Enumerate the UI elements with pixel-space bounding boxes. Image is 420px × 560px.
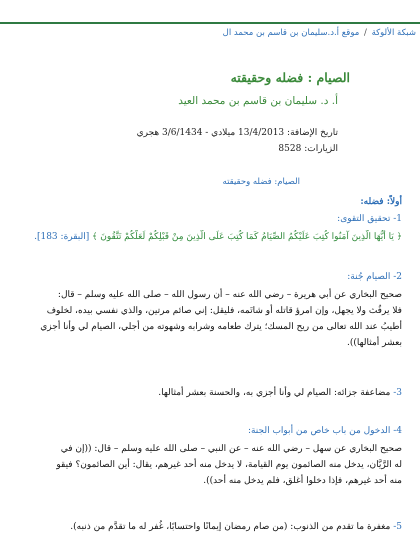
added-date-label: تاريخ الإضافة: <box>287 128 338 138</box>
added-date-value: 13/4/2013 ميلادي - 3/6/1434 هجري <box>136 128 285 138</box>
item1-title: تحقيق التقوى: <box>337 214 391 224</box>
visits-value: 8528 <box>278 144 302 154</box>
item2-line-4: بعشر أمثالها)). <box>347 338 402 348</box>
added-date-row <box>137 128 338 138</box>
item1-heading <box>22 212 402 227</box>
breadcrumb-section-link[interactable]: موقع أ.د.سليمان بن قاسم بن محمد ال <box>222 28 360 38</box>
item3 <box>22 386 402 401</box>
top-bar <box>0 0 420 52</box>
article-title: الصيام : فضله وحقيقته <box>230 70 350 85</box>
item3-number: 3- <box>393 388 402 398</box>
item4-title: الدخول من باب خاص من أبواب الجنة: <box>247 426 391 436</box>
item2-line-3: أطيبُ عند الله تعالى من ريح المسك؛ يترك طعامه وشرابه وشهوته من أجلي، الصيام لي وأنا أجزي <box>40 322 402 332</box>
item4-number: 4- <box>393 426 402 436</box>
breadcrumb <box>223 28 416 38</box>
item4-line-2: له الرَّيَّان، يدخل منه الصائمون يوم القيامة، لا يدخل منه أحد غيرهم، يقال: أين الصائمون؟ فيقو <box>56 460 402 470</box>
item2-title: الصيام جُنة: <box>347 272 391 282</box>
item2-line-2: فلا يرفُث ولا يجهل، وإن امرؤ قاتله أو شاتَمه، فليقل: إني صائم مرتين، والذي نفسي بيده، لخلوف <box>46 306 402 316</box>
item2-line-1: صحيح البخاري عن أبي هريرة – رضي الله عنه – أن رسول الله – صلى الله عليه وسلم – قال: <box>57 290 402 300</box>
visits-label: الزيارات: <box>304 144 338 154</box>
header-divider <box>0 22 420 24</box>
breadcrumb-site-link[interactable]: شبكة الألوكة <box>371 28 416 38</box>
item5-text: مغفرة ما تقدم من الذنوب: (من صام رمضان إيمانًا واحتسابًا، غُفر له ما تقدَّم من ذنبه). <box>70 522 391 532</box>
section-heading: أولاً: فضله: <box>360 197 402 207</box>
item2-number: 2- <box>393 272 402 282</box>
item5 <box>22 520 402 535</box>
item2-heading <box>22 270 402 285</box>
item4-heading <box>22 424 402 439</box>
item1-quote-line <box>22 230 402 245</box>
item1-reference: [البقرة: 183]. <box>34 232 90 242</box>
item5-number: 5- <box>393 522 402 532</box>
item1-number: 1- <box>393 214 402 224</box>
article-subtitle: الصيام: فضله وحقيقته <box>222 177 300 187</box>
breadcrumb-separator: / <box>363 28 367 38</box>
item1-quote: ﴿ يَا أَيُّهَا الَّذِينَ آمَنُوا كُتِبَ عَلَيْكُمُ الصِّيَامُ كَمَا كُتِبَ عَلَى الَّذِينَ مِنْ قَبْلِكُمْ لَعَلَّكُمْ تَتَّقُونَ ﴾ <box>92 232 402 242</box>
item4-line-3: منه أحد غيرهم، فإذا دخلوا أُغلق، فلم يدخل منه أحد)). <box>203 476 402 486</box>
visits-row <box>278 144 338 154</box>
article-author[interactable]: أ. د. سليمان بن قاسم بن محمد العيد <box>178 95 338 107</box>
item3-text: مضاعفة جزائه: الصيام لي وأنا أجزي به، والحسنة بعشر أمثالها. <box>158 388 391 398</box>
item4-line-1: صحيح البخاري عن سهل – رضي الله عنه – عن النبي – صلى الله عليه وسلم – قال: ((إن في <box>60 444 402 454</box>
